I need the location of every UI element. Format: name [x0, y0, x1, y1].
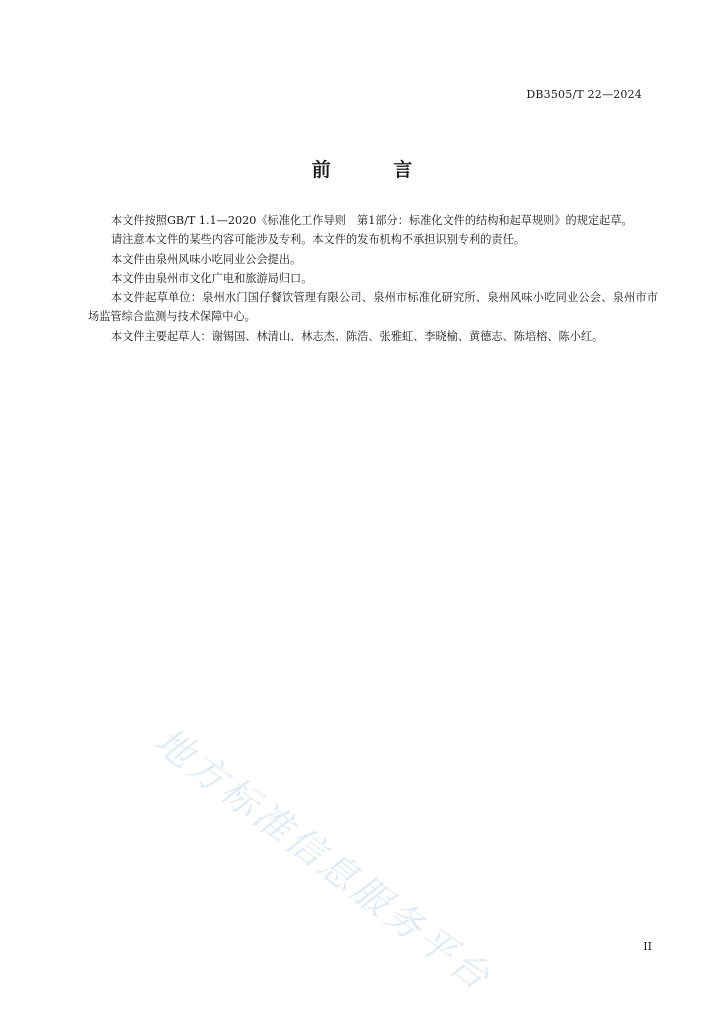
paragraph-drafting-units: 本文件起草单位：泉州水门国仔餐饮管理有限公司、泉州市标准化研究所、泉州风味小吃同业公会、泉州市市场监管综合监测与技术保障中心。 [88, 291, 658, 324]
foreword-body [88, 211, 658, 346]
paragraph-drafters: 本文件主要起草人：谢锡国、林清山、林志杰、陈浩、张雅虹、李晓榆、黄德志、陈培榕、陈小红。 [111, 329, 604, 343]
page-title: 前 言 [311, 159, 441, 181]
page-number: II [643, 940, 652, 953]
watermark-text: 地方标准信息服务平台 [146, 719, 501, 1001]
paragraph-drafting-basis: 本文件按照GB/T 1.1—2020《标准化工作导则 第1部分：标准化文件的结构和起草规则》的规定起草。 [111, 214, 633, 227]
document-code: DB3505/T 22—2024 [526, 88, 642, 101]
paragraph-patent-notice: 请注意本文件的某些内容可能涉及专利。本文件的发布机构不承担识别专利的责任。 [111, 233, 525, 247]
paragraph-proposer: 本文件由泉州风味小吃同业公会提出。 [111, 252, 302, 266]
paragraph-administrator: 本文件由泉州市文化广电和旅游局归口。 [111, 271, 313, 285]
